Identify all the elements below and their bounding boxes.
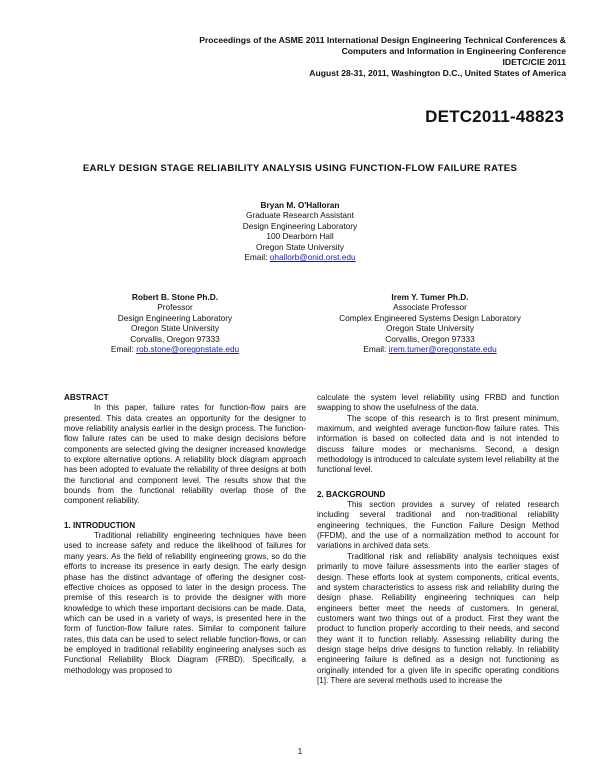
author-email-line: [295, 344, 565, 354]
introduction-text: Traditional reliability engineering techniques have been used to increase safety and reduce the likelihood of failures for many years. As the field of reliability engineering grows, so do the efforts to increase its presence in early design. The early design phase has the distinct advantage of offering the designer cost-effective choices as opposed to later in the design process. The premise of this research is to provide the designer with more knowledge to which these important decisions can be made. Data, which can be used in a variety of ways, is presented here in the form of function-flow failure rates. Similar to component failure rates, this data can be used to select reliable function-flows, or can be employed in traditional reliability engineering analyses such as Functional Reliability Block Diagram (FRBD). Specifically, a methodology was proposed to: [64, 531, 306, 675]
author-address: Corvallis, Oregon 97333: [385, 333, 475, 344]
author-address: 100 Dearborn Hall: [266, 231, 334, 242]
background-paragraph: Traditional risk and reliability analysis techniques exist primarily to move failure assessments into the earlier stages of design. These efforts look at system components, critical events, and system characteristics to assess risk and reliability during the design phase. Reliability engineering techniques can help engineers better meet the needs of customers. In general, customers want two things out of a product. First they want the product to function properly according to their needs, and second they want it to function reliably. Assessing reliability during the design stage helps drive designs to function reliably. In reliability engineering failure is defined as a design not functioning as originally intended for a given life in specific operating conditions [1]. There are several methods used to increase the: [317, 551, 559, 685]
email-link[interactable]: ohallorb@onid.orst.edu: [269, 252, 356, 263]
email-link[interactable]: irem.tumer@oregonstate.edu: [388, 344, 497, 355]
author-name: Irem Y. Tumer Ph.D.: [391, 292, 469, 302]
proceedings-line: IDETC/CIE 2011: [502, 57, 566, 67]
author-block: [295, 292, 565, 354]
proceedings-line: Computers and Information in Engineering Conference: [341, 46, 566, 56]
author-lab: Complex Engineered Systems Design Laboratory: [339, 312, 521, 323]
author-lab: Design Engineering Laboratory: [242, 220, 358, 231]
email-link[interactable]: rob.stone@oregonstate.edu: [136, 344, 240, 355]
author-position: Graduate Research Assistant: [246, 210, 354, 221]
author-block: [40, 292, 310, 354]
author-address: Corvallis, Oregon 97333: [130, 333, 220, 344]
author-email-line: [150, 252, 450, 262]
author-email-line: [40, 344, 310, 354]
abstract-text: In this paper, failure rates for function-flow pairs are presented. This data creates an opportunity for the designer to move reliability analysis earlier in the design process. The function-flow failure rates can be used to make design decisions before components are selected giving the designer increased knowledge to explore alternative options. A reliability block diagram approach has been adopted to evaluate the reliability of three designs at both the functional and component level. The results show that the bounds from the functional reliability overlap those of the component reliability.: [64, 403, 306, 506]
proceedings-line: August 28-31, 2011, Washington D.C., United States of America: [309, 68, 566, 78]
right-column: [317, 393, 559, 686]
author-position: Associate Professor: [393, 302, 467, 313]
paper-id: DETC2011-48823: [425, 107, 564, 126]
proceedings-header: [199, 35, 566, 79]
paper-title: EARLY DESIGN STAGE RELIABILITY ANALYSIS USING FUNCTION-FLOW FAILURE RATES: [82, 163, 518, 174]
introduction-heading: 1. INTRODUCTION: [64, 520, 136, 530]
left-column: [64, 393, 306, 676]
scope-paragraph: The scope of this research is to first present minimum, maximum, and weighted average function-flow failure rates. This information is based on collected data and is not intended to discuss failure modes or mechanisms. Second, a design methodology is introduced to calculate system level reliability at the functional level.: [317, 413, 559, 475]
author-lab: Design Engineering Laboratory: [117, 312, 233, 323]
author-university: Oregon State University: [130, 323, 220, 334]
background-heading: 2. BACKGROUND: [317, 489, 386, 499]
author-university: Oregon State University: [255, 241, 345, 252]
page-number: 1: [297, 747, 303, 756]
author-name: Robert B. Stone Ph.D.: [131, 292, 219, 302]
author-name: Bryan M. O'Halloran: [260, 200, 340, 210]
email-label: Email:: [110, 344, 134, 355]
author-position: Professor: [157, 302, 193, 313]
abstract-heading: ABSTRACT: [64, 393, 109, 402]
background-paragraph: This section provides a survey of related research including several traditional and non-traditional reliability engineering techniques, the Function Failure Design Method (FFDM), and the use of a normalization method to account for variations in archived data sets.: [317, 500, 559, 551]
email-label: Email:: [363, 344, 387, 355]
proceedings-line: Proceedings of the ASME 2011 International Design Engineering Technical Conferences &: [199, 35, 566, 45]
introduction-continuation: calculate the system level reliability using FRBD and function swapping to show the usefulness of the data.: [317, 393, 559, 413]
author-university: Oregon State University: [385, 323, 475, 334]
email-label: Email:: [244, 252, 268, 263]
author-block: [150, 200, 450, 262]
